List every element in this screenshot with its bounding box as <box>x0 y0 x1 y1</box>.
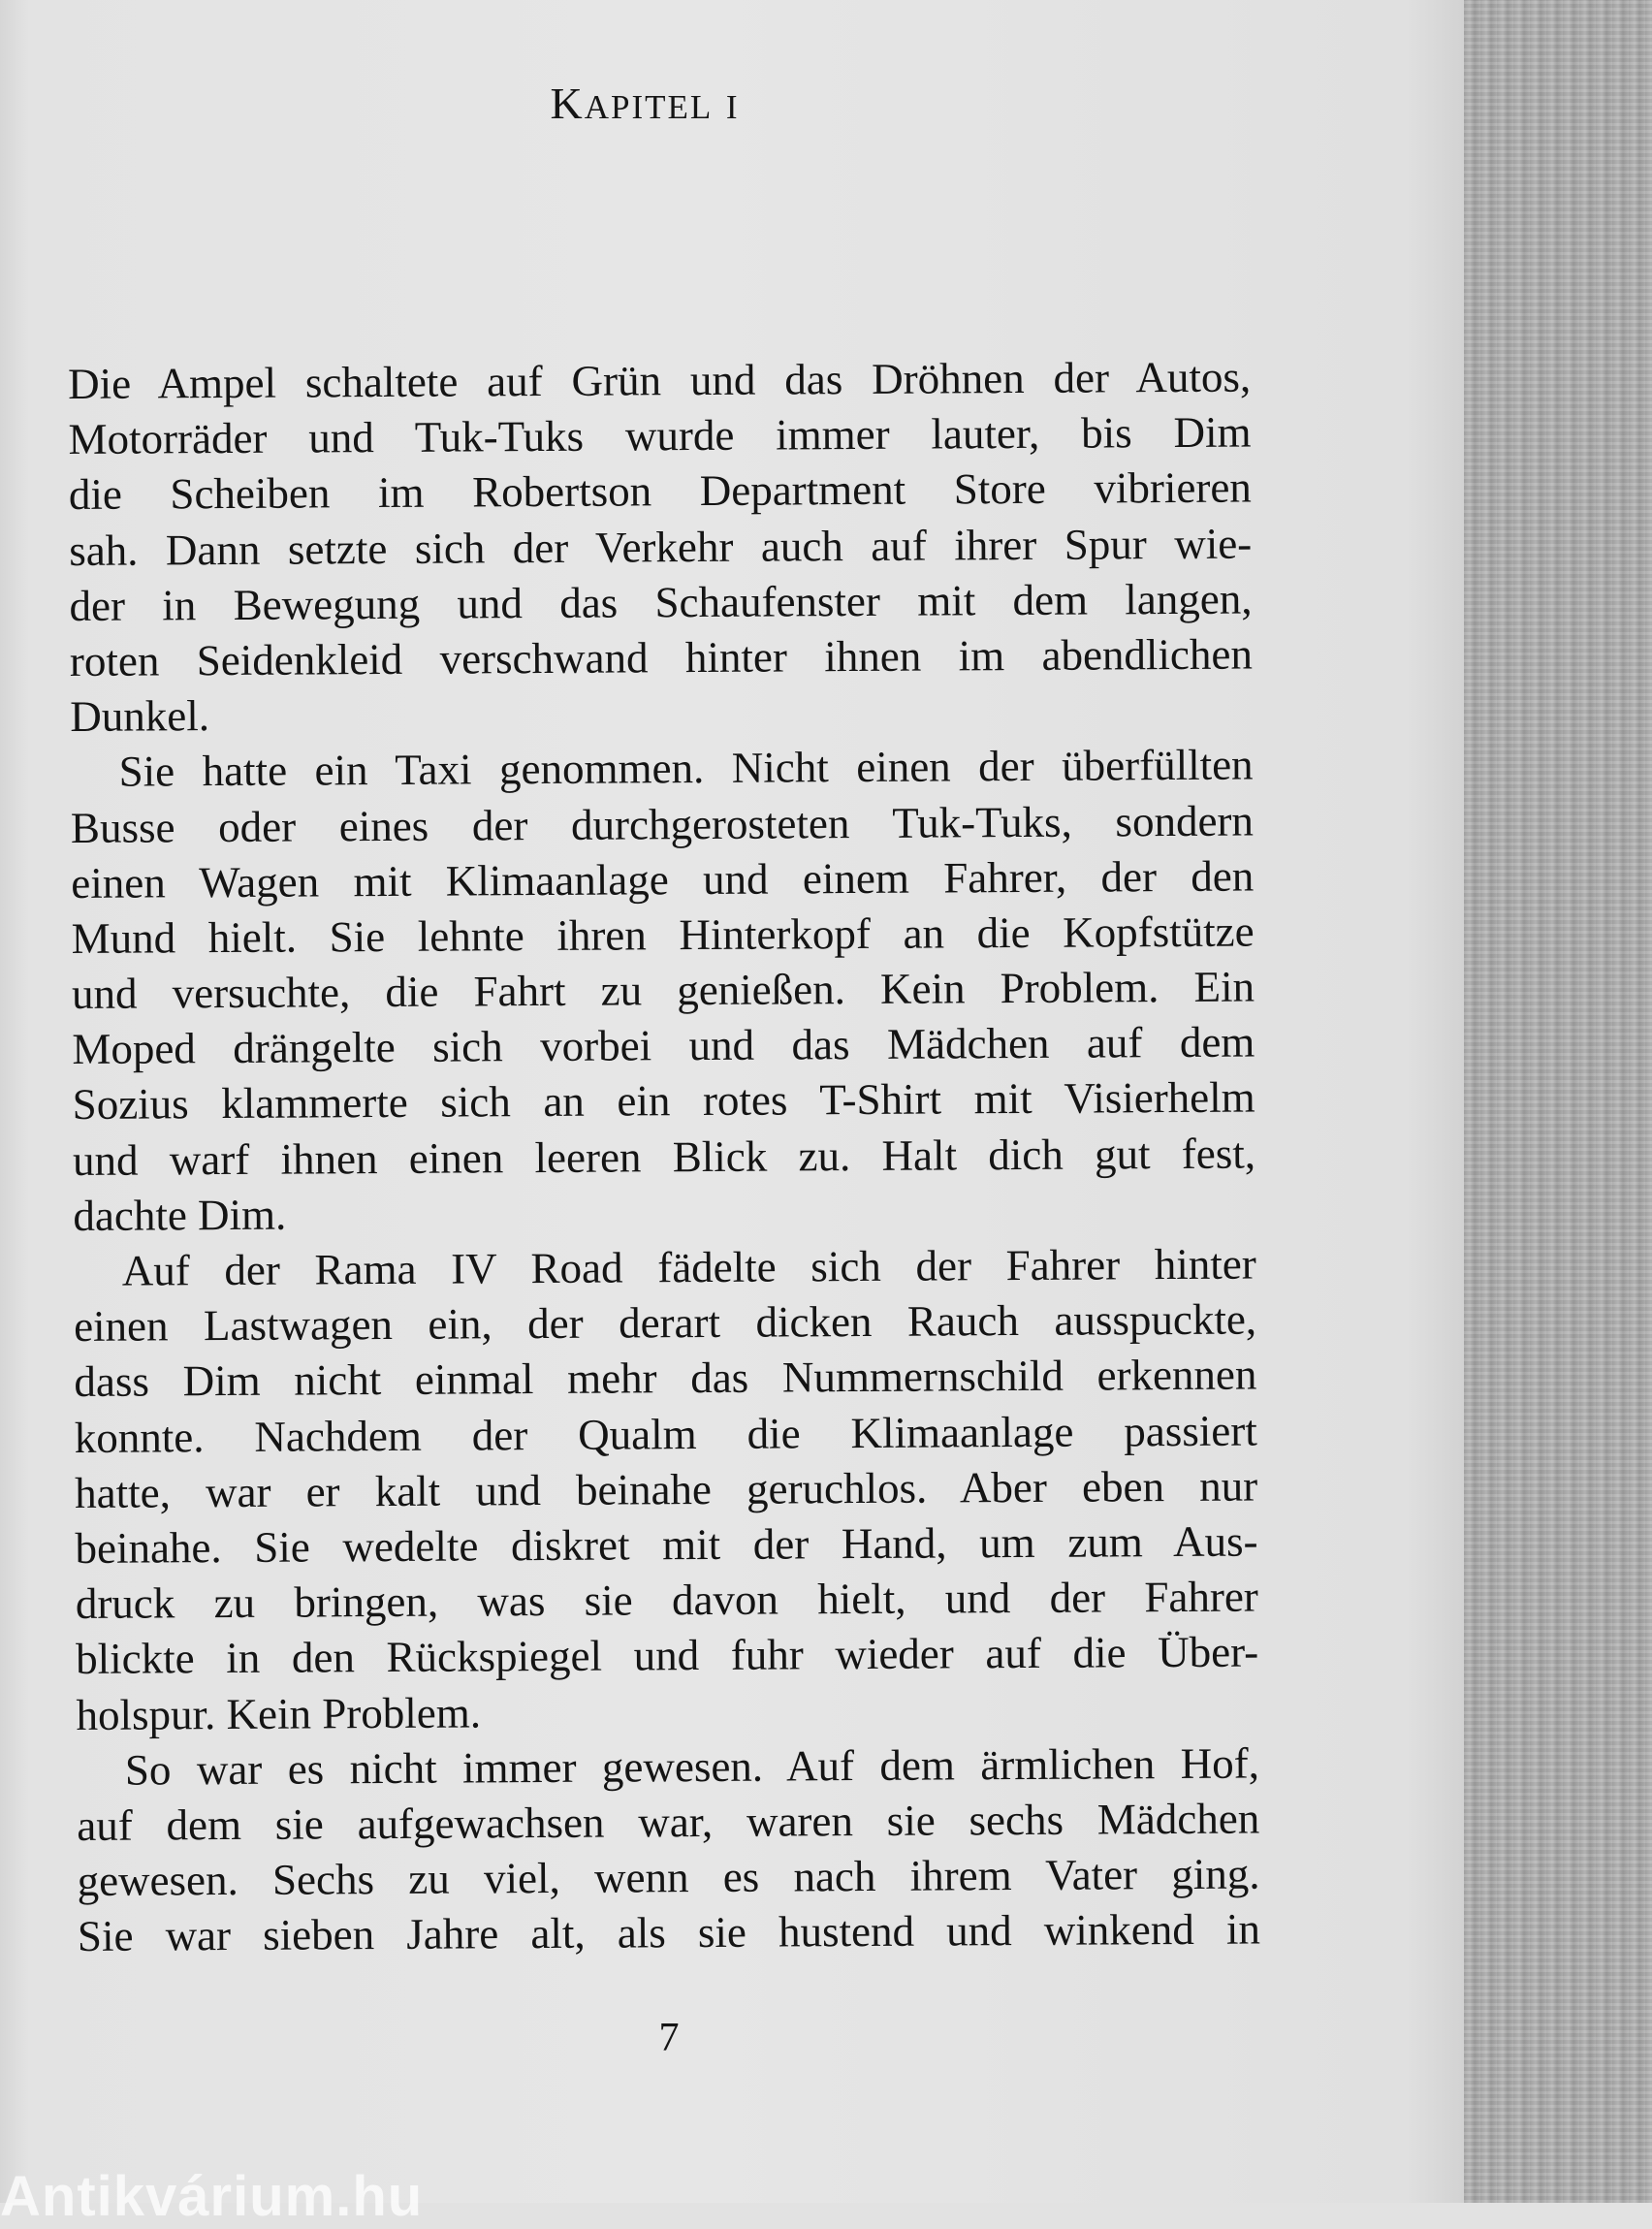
text-line: und versuchte, die Fahrt zu genießen. Kein Problem. Ein <box>71 962 1255 1019</box>
text-line: Moped drängelte sich vorbei und das Mädchen auf dem <box>72 1017 1255 1074</box>
text-line: So war es nicht immer gewesen. Auf dem ärmlichen Hof, <box>124 1738 1260 1795</box>
page-number: 7 <box>658 2016 680 2060</box>
chapter-number: I <box>725 88 740 126</box>
text-line: Mund hielt. Sie lehnte ihren Hinterkopf an die Kopfstütze <box>71 907 1255 963</box>
text-line: druck zu bringen, was sie davon hielt, und der Fahrer <box>75 1572 1258 1629</box>
text-line: auf dem sie aufgewachsen war, waren sie sechs Mädchen <box>77 1794 1260 1850</box>
text-line: blickte in den Rückspiegel und fuhr wieder auf die Über- <box>76 1627 1259 1684</box>
text-line: einen Wagen mit Klimaanlage und einem Fahrer, der den <box>71 851 1255 908</box>
text-line: konnte. Nachdem der Qualm die Klimaanlage passiert <box>74 1406 1257 1462</box>
text-line: einen Lastwagen ein, der derart dicken Rauch ausspuckte, <box>73 1294 1257 1352</box>
text-line: der in Bewegung und das Schaufenster mit dem langen, <box>69 574 1253 630</box>
text-line: dass Dim nicht einmal mehr das Nummernschild erkennen <box>74 1350 1257 1407</box>
text-line: dachte Dim. <box>73 1190 287 1240</box>
chapter-title-rest: APITEL <box>584 88 714 126</box>
text-line: Auf der Rama IV Road fädelte sich der Fahrer hinter <box>121 1239 1256 1295</box>
text-line: die Scheiben im Robertson Department Store vibrieren <box>68 462 1252 520</box>
text-line: sah. Dann setzte sich der Verkehr auch auf ihrer Spur wie- <box>69 519 1253 575</box>
text-line: holspur. Kein Problem. <box>76 1687 482 1739</box>
chapter-title <box>0 78 1289 129</box>
text-line: Die Ampel schaltete auf Grün und das Dröhnen der Autos, <box>68 352 1252 408</box>
text-line: beinahe. Sie wedelte diskret mit der Hand, um zum Aus- <box>75 1516 1258 1573</box>
text-line: Sozius klammerte sich an ein rotes T-Shirt mit Visierhelm <box>72 1072 1255 1130</box>
text-line: roten Seidenkleid verschwand hinter ihnen im abendlichen <box>69 629 1254 685</box>
text-line: Sie war sieben Jahre alt, als sie hustend und winkend in <box>77 1904 1261 1961</box>
text-line: Motorräder und Tuk-Tuks wurde immer lauter, bis Dim <box>68 407 1252 464</box>
watermark: Antikvárium.hu <box>0 2165 424 2228</box>
text-line: Busse oder eines der durchgerosteten Tuk-Tuks, sondern <box>70 796 1255 852</box>
text-line: hatte, war er kalt und beinahe geruchlos. Aber eben nur <box>75 1461 1258 1517</box>
page-stack-edge <box>1464 0 1652 2203</box>
text-line: und warf ihnen einen leeren Blick zu. Halt dich gut fest, <box>72 1129 1256 1185</box>
text-line: Dunkel. <box>70 691 210 742</box>
text-line: Sie hatte ein Taxi genommen. Nicht einen der überfüllten <box>118 740 1254 796</box>
text-line: gewesen. Sechs zu viel, wenn es nach ihrem Vater ging. <box>77 1849 1260 1906</box>
chapter-title-initial: K <box>550 79 585 128</box>
chapter-text <box>68 350 1260 1965</box>
